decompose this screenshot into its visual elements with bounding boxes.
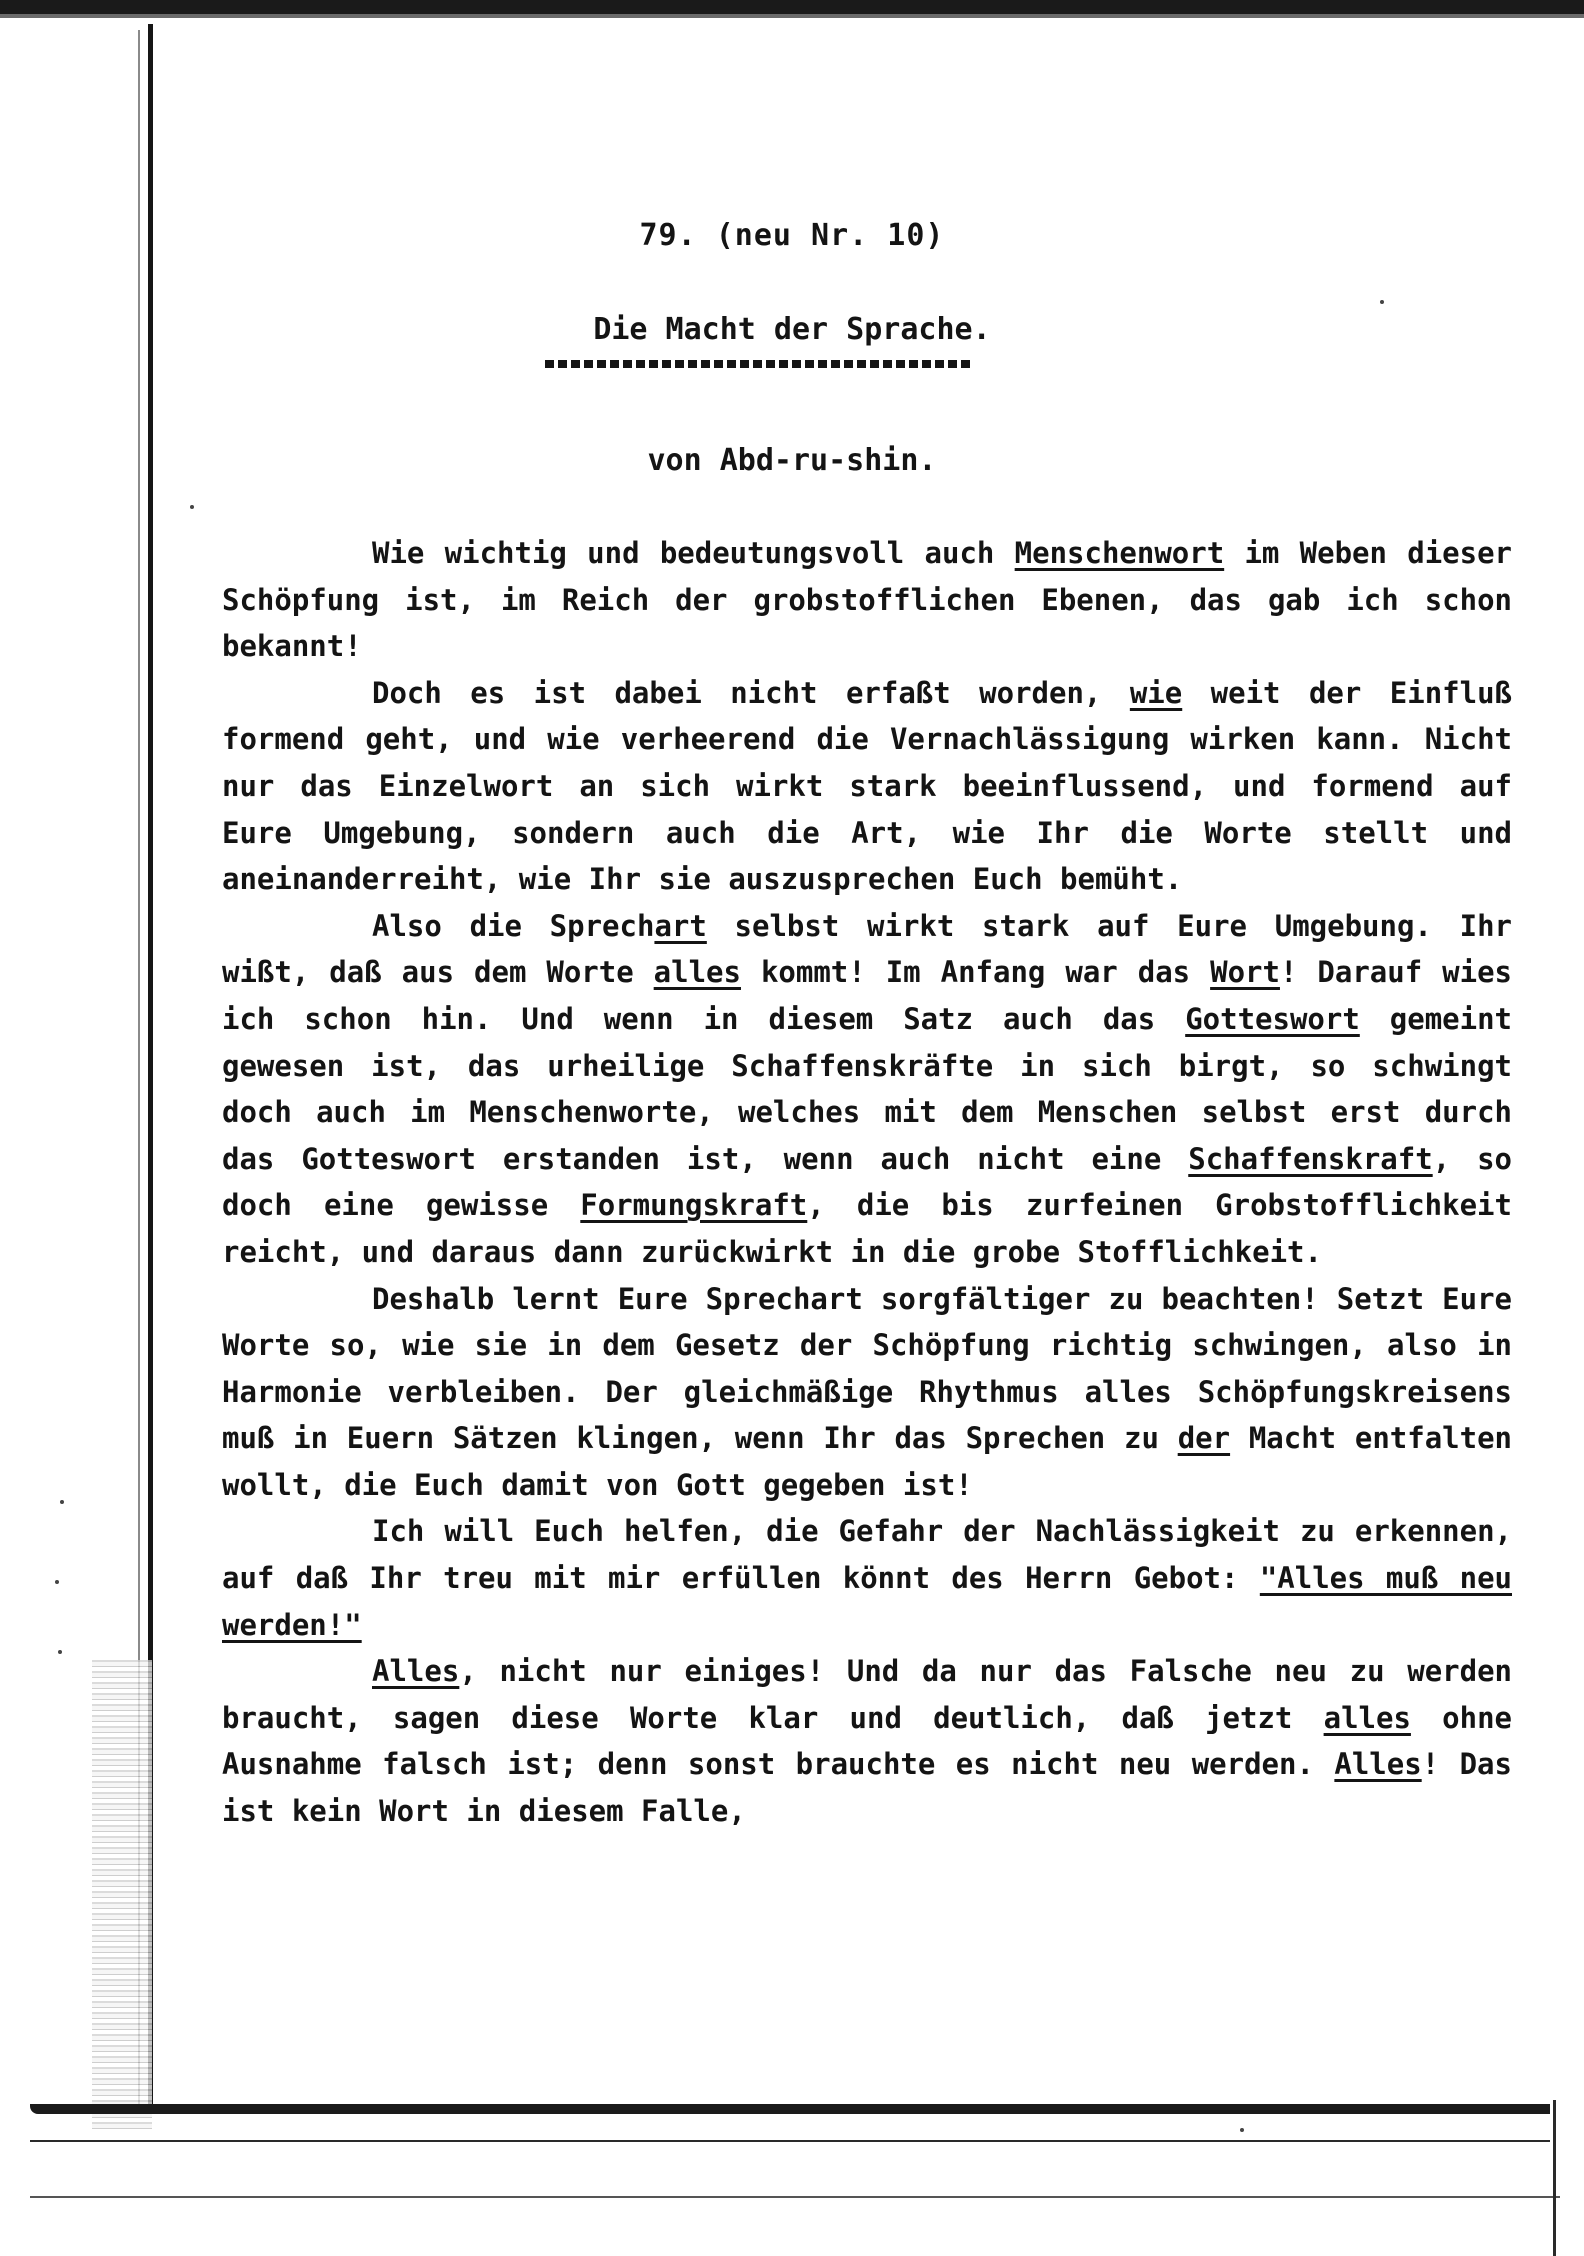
- text-segment: ! Darauf wies ich schon hin. Und wenn in diesem Satz auch das: [222, 955, 1512, 1036]
- text-segment: im Weben dieser Schöpfung ist, im Reich der grobstofflichen Ebenen, das gab ich schon bekannt!: [222, 536, 1512, 664]
- scan-speck: [58, 1650, 62, 1654]
- scan-speck: [190, 505, 194, 509]
- underlined-text: Schaffenskraft: [1188, 1141, 1433, 1176]
- underlined-text: Formungskraft: [580, 1188, 808, 1223]
- text-segment: gemeint gewesen ist, das urheilige Schaffenskräfte in sich birgt, so schwingt doch auch im Menschenworte, welches mit dem Menschen selbst erst durch das Gotteswort erstanden ist, wenn auch nicht eine: [222, 1001, 1512, 1176]
- text-segment: Doch es ist dabei nicht erfaßt worden,: [372, 675, 1130, 710]
- underlined-text: "Alles muß neu werden!": [222, 1561, 1512, 1642]
- page-right-edge: [1553, 2100, 1556, 2256]
- page-number: 79. (neu Nr. 10): [639, 218, 945, 253]
- text-segment: Also die Sprech: [372, 908, 655, 943]
- document-title: Die Macht der Sprache.: [593, 312, 991, 347]
- text-segment: Wie wichtig und bedeutungsvoll auch: [372, 536, 1015, 570]
- scan-bottom-line-2: [30, 2196, 1560, 2198]
- underlined-text: der: [1177, 1421, 1231, 1456]
- underlined-text: alles: [1323, 1700, 1411, 1735]
- paragraph: [222, 903, 1512, 1276]
- underlined-text: alles: [653, 955, 741, 990]
- underlined-text: wie: [1129, 675, 1183, 710]
- text-segment: kommt! Im Anfang war das: [740, 955, 1211, 990]
- paragraph: [222, 1648, 1512, 1834]
- paragraph: [222, 1276, 1512, 1509]
- scan-speck: [60, 1500, 64, 1504]
- scan-top-shadow: [0, 14, 1584, 18]
- scan-top-border: [0, 0, 1584, 14]
- text-segment: , die bis zurfeinen Grobstofflichkeit reicht, und daraus dann zurückwirkt in die grobe Stofflichkeit.: [222, 1188, 1512, 1269]
- underlined-text: Wort: [1210, 955, 1280, 990]
- page-bottom-edge: [30, 2104, 1550, 2114]
- author-line: von Abd-ru-shin.: [647, 443, 937, 478]
- text-segment: , nicht nur einiges! Und da nur das Falsche neu zu werden braucht, sagen diese Worte klar und deutlich, daß jetzt: [222, 1654, 1512, 1735]
- underlined-text: Alles: [1334, 1747, 1422, 1782]
- body-text: [222, 530, 1512, 1835]
- text-segment: Ich will Euch helfen, die Gefahr der Nachlässigkeit zu erkennen, auf daß Ihr treu mit mir erfüllen könnt des Herrn Gebot:: [222, 1514, 1512, 1596]
- text-segment: , so doch eine gewisse: [222, 1141, 1513, 1223]
- paragraph: [222, 670, 1512, 903]
- scan-speck: [1240, 2128, 1244, 2132]
- scan-speck: [1380, 300, 1384, 304]
- paragraph: [222, 1508, 1512, 1648]
- paragraph: [222, 530, 1512, 670]
- scan-speck: [55, 1580, 59, 1584]
- text-segment: Deshalb lernt Eure Sprechart sorgfältiger zu beachten! Setzt Eure Worte so, wie sie in dem Gesetz der Schöpfung richtig schwingen, also in Harmonie verbleiben. Der gleichmäßige Rhythmus alles Schöpfungskreisens muß in Euern Sätzen klingen, wenn Ihr das Sprechen zu: [222, 1281, 1512, 1456]
- underlined-text: Alles: [372, 1654, 460, 1689]
- text-segment: ! Das ist kein Wort in diesem Falle,: [222, 1747, 1512, 1829]
- title-underline: [545, 360, 970, 368]
- underlined-text: art: [654, 908, 707, 943]
- scan-smudge: [92, 1660, 152, 2130]
- underlined-text: Gotteswort: [1185, 1001, 1360, 1036]
- text-segment: ohne Ausnahme falsch ist; denn sonst brauchte es nicht neu werden.: [222, 1700, 1512, 1782]
- underlined-text: Menschenwort: [1014, 536, 1225, 570]
- text-segment: Macht entfalten wollt, die Euch damit von Gott gegeben ist!: [222, 1421, 1513, 1502]
- scan-bottom-line: [30, 2140, 1550, 2142]
- text-segment: selbst wirkt stark auf Eure Umgebung. Ihr wißt, daß aus dem Worte: [222, 908, 1512, 990]
- text-segment: weit der Einfluß formend geht, und wie verheerend die Vernachlässigung wirken kann. Nicht nur das Einzelwort an sich wirkt stark beeinflussend, und formend auf Eure Umgebung, sondern auch die Art, wie Ihr die Worte stellt und aneinanderreiht, wie Ihr sie auszusprechen Euch bemüht.: [222, 675, 1513, 897]
